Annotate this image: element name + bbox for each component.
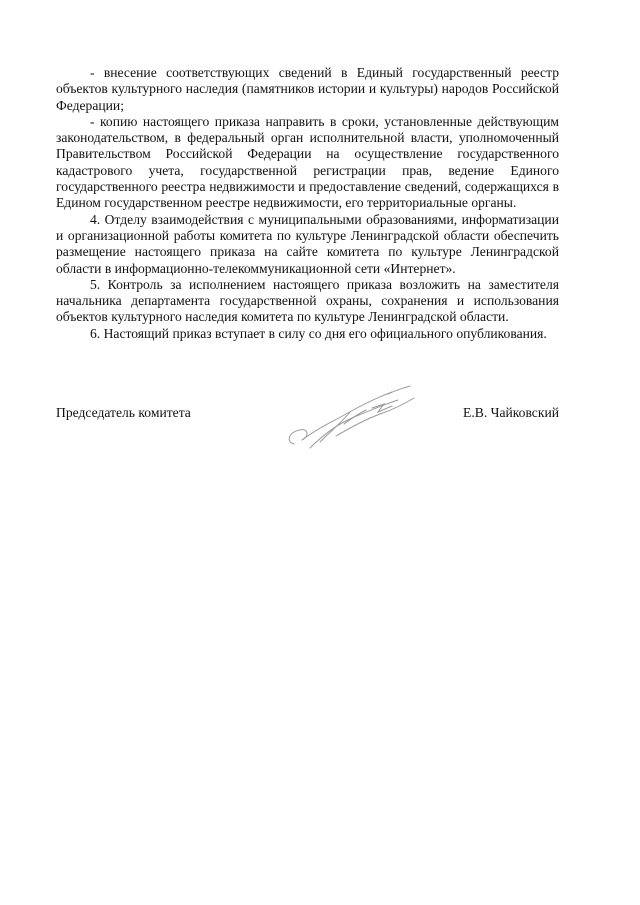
paragraph-registry-entry: - внесение соответствующих сведений в Единый государственный реестр объектов культурного наследия (памятников истории и культуры) народов Российской Федерации; bbox=[56, 65, 559, 113]
paragraph-6-effective: 6. Настоящий приказ вступает в силу со дня его официального опубликования. bbox=[90, 325, 547, 341]
signatory-name: Е.В. Чайковский bbox=[463, 405, 559, 420]
document-body bbox=[56, 65, 559, 342]
signatory-title: Председатель комитета bbox=[56, 405, 191, 420]
paragraph-5-control: 5. Контроль за исполнением настоящего приказа возложить на заместителя начальника департамента государственной охраны, сохранения и использования объектов культурного наследия комитета по культуре Ленинградской области. bbox=[56, 276, 559, 325]
paragraph-send-copy: - копию настоящего приказа направить в сроки, установленные действующим законодательством, в федеральный орган исполнительной власти, уполномоченный Правительством Российской Федерации на осуществление государственного кадастрового учета, государственной регистрации прав, ведение Единого государственного реестра недвижимости и предоставление сведений, содержащихся в Едином государственном реестре недвижимости, его территориальные органы. bbox=[56, 113, 559, 211]
paragraph-4-publication: 4. Отделу взаимодействия с муниципальными образованиями, информатизации и организационной работы комитета по культуре Ленинградской области обеспечить размещение настоящего приказа на сайте комитета по культуре Ленинградской области в информационно-телекоммуникационной сети «Интернет». bbox=[56, 211, 559, 276]
handwritten-signature bbox=[280, 384, 430, 464]
